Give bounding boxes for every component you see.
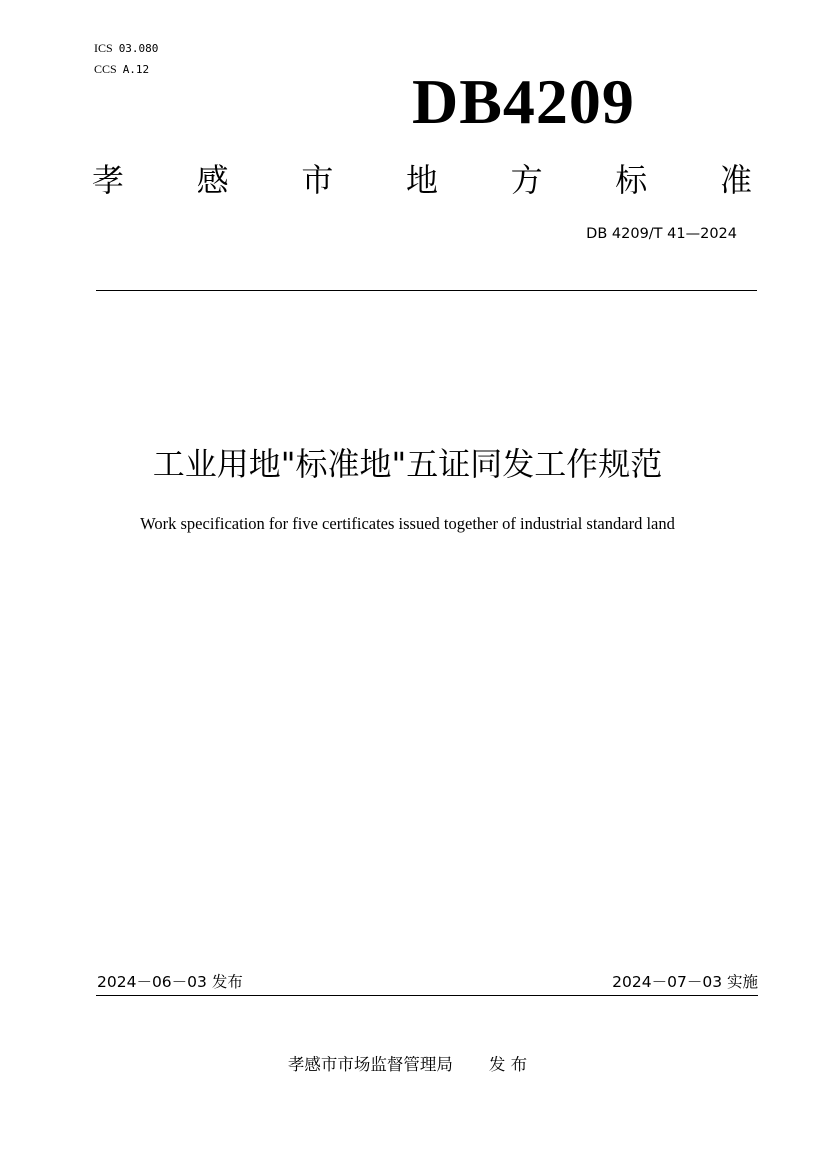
standard-type-char: 市	[301, 161, 334, 199]
document-title-en: Work specification for five certificates issued together of industrial standard land	[140, 514, 675, 533]
ics-label: ICS	[94, 41, 113, 55]
document-title-cn: 工业用地"标准地"五证同发工作规范	[152, 445, 663, 483]
standard-type-char: 地	[405, 161, 438, 199]
implement-date: 2024－07－03 实施	[612, 973, 758, 991]
standard-type-char: 准	[719, 161, 752, 199]
standard-code: DB4209	[412, 66, 635, 137]
issuer-name: 孝感市市场监督管理局	[287, 1055, 453, 1074]
ccs-classification	[94, 62, 149, 77]
issuer-action: 发 布	[488, 1055, 528, 1074]
bottom-divider	[96, 995, 758, 996]
ccs-value: A.12	[122, 63, 150, 76]
release-date: 2024－06－03 发布	[97, 973, 243, 991]
top-divider	[96, 290, 757, 291]
ics-classification	[94, 41, 158, 56]
ccs-label: CCS	[94, 62, 117, 76]
ics-value: 03.080	[118, 42, 159, 55]
standard-type-char: 标	[615, 161, 648, 199]
issuer-line	[0, 1053, 815, 1077]
standard-type-char: 孝	[92, 161, 125, 199]
standard-type-char: 方	[510, 161, 543, 199]
standard-type-char: 感	[196, 161, 229, 199]
standard-type	[92, 158, 752, 202]
standard-number: DB 4209/T 41—2024	[586, 226, 737, 242]
